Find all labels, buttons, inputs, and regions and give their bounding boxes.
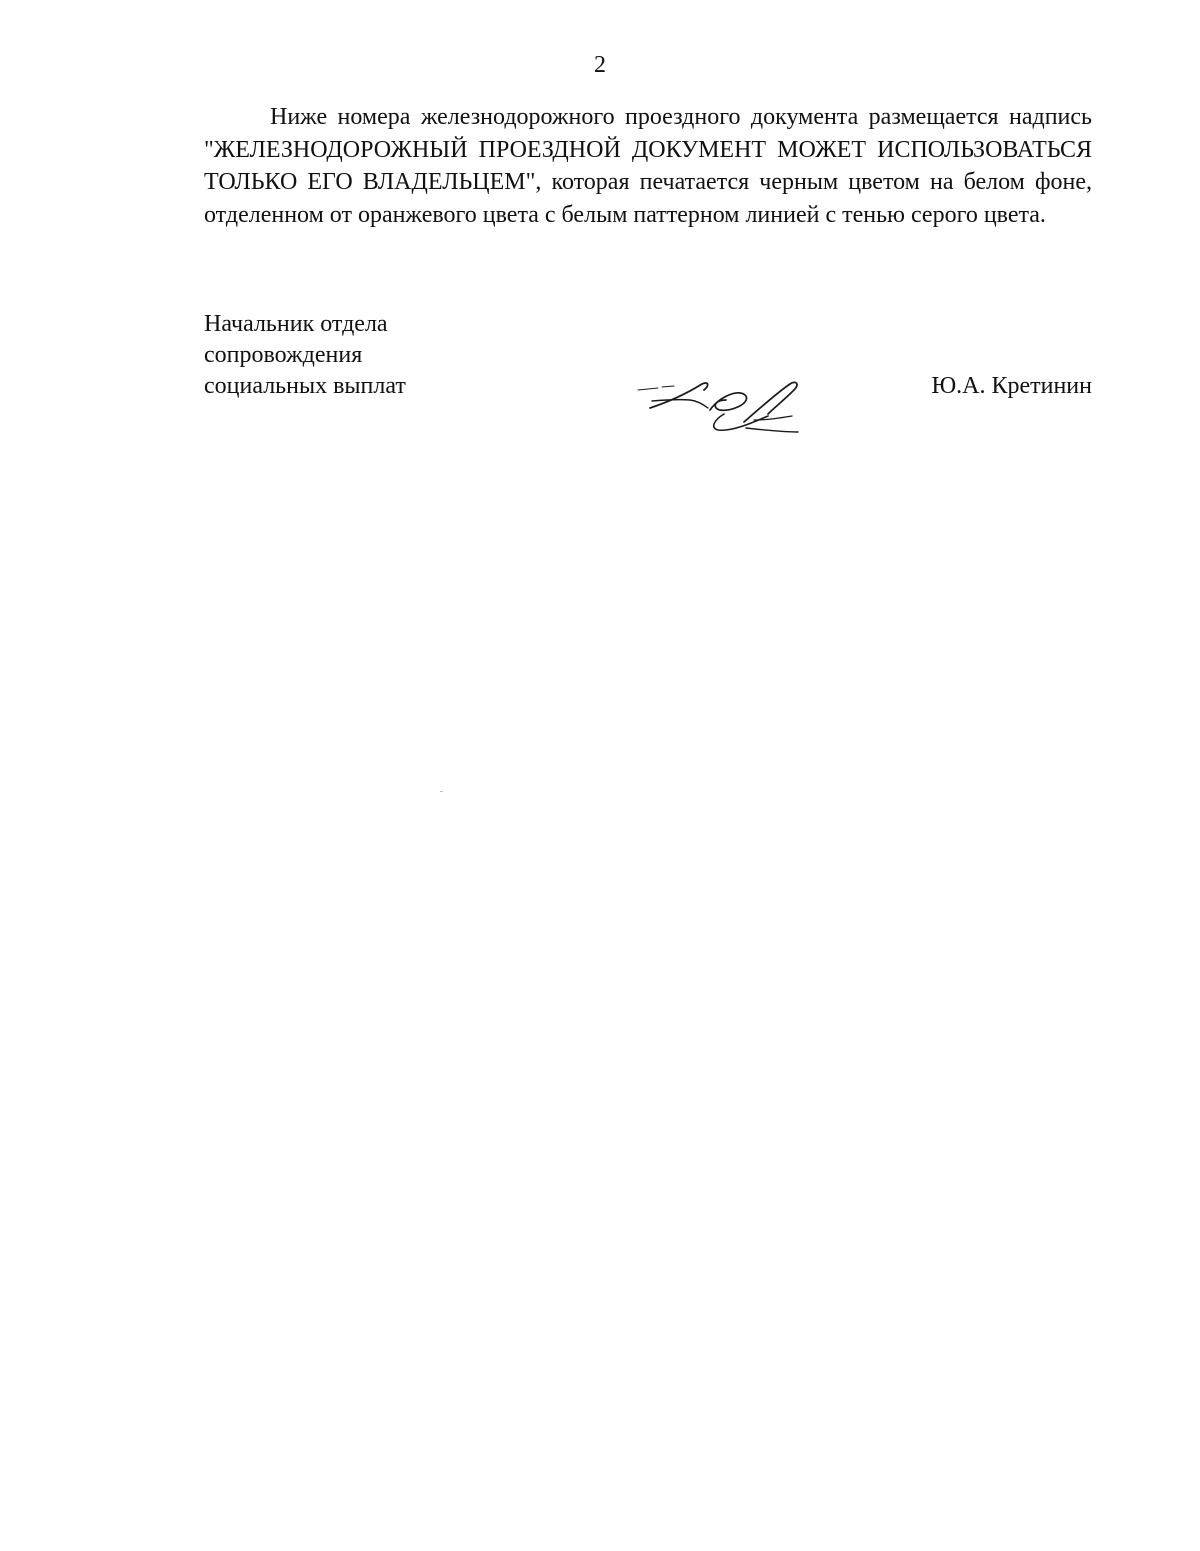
body-text <box>204 101 1092 231</box>
page-number: 2 <box>594 52 606 78</box>
body-paragraph: Ниже номера железнодорожного проездного документа размещается надпись "ЖЕЛЕЗНОДОРОЖНЫЙ ПРОЕЗДНОЙ ДОКУМЕНТ МОЖЕТ ИСПОЛЬЗОВАТЬСЯ ТОЛЬКО ЕГО ВЛАДЕЛЬЦЕМ", которая печатается черным цветом на белом фоне, отделенном от оранжевого цвета с белым паттерном линией с тенью серого цвета. <box>204 104 1092 228</box>
signatory-title-line-3: социальных выплат <box>204 373 406 399</box>
signatory-name: Ю.А. Кретинин <box>931 373 1092 399</box>
scan-speck <box>440 791 443 792</box>
signatory-title <box>204 309 406 402</box>
signatory-title-line-1: Начальник отдела <box>204 311 388 337</box>
handwritten-signature-icon <box>628 370 818 440</box>
signatory-title-line-2: сопровождения <box>204 342 363 368</box>
